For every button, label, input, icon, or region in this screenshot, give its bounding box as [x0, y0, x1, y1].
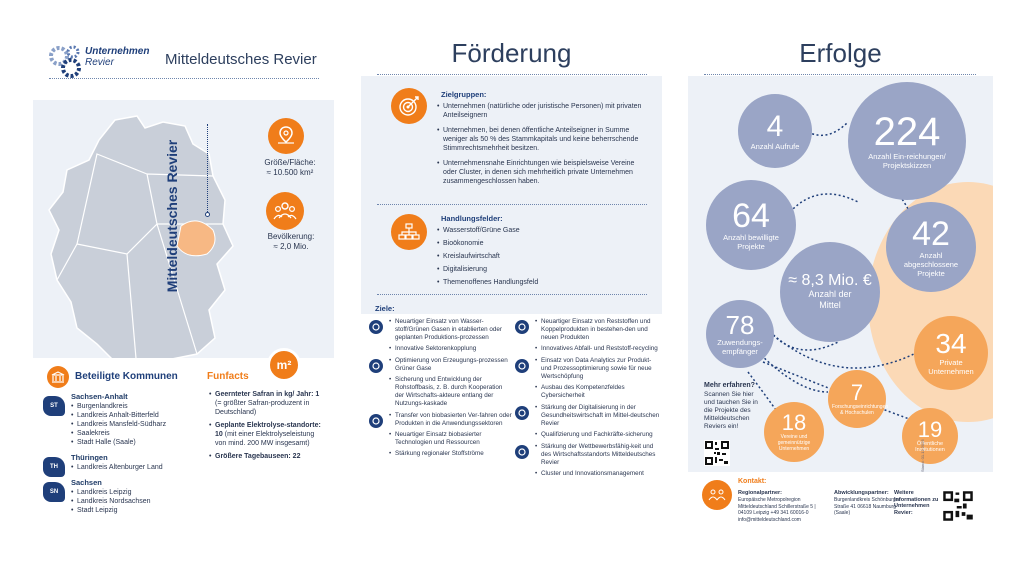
handlungsfelder-list: [437, 226, 647, 291]
list-item: • Bioökonomie: [437, 239, 647, 248]
ziele-group: [513, 318, 661, 353]
funfact-bold: Geplante Elektrolyse-standorte: 10: [215, 422, 321, 438]
bubble-label: Anzahl der Mittel: [808, 289, 852, 310]
logo-line2: Revier: [85, 57, 114, 68]
bubble-abgeschlossene: [886, 202, 976, 292]
qr-code-info[interactable]: [942, 490, 974, 522]
states-list: [43, 392, 203, 521]
state-kommunen-list: [71, 402, 203, 447]
divider: [377, 74, 647, 75]
ziele-group: [513, 404, 661, 439]
bubble-aufrufe: [738, 94, 812, 168]
ziele-title: Ziele:: [375, 304, 395, 313]
bubble-number: ≈ 8,3 Mio. €: [788, 272, 872, 289]
kommune-item: • Landkreis Nordsachsen: [71, 497, 203, 506]
ziel-item: • Innovatives Abfall- und Reststoff-recycling: [535, 345, 661, 353]
funfacts-list: [209, 390, 327, 465]
list-item: • Wasserstoff/Grüne Gase: [437, 226, 647, 235]
regional-text: Europäische Metropolregion Mitteldeutschland Schillerstraße 5 | 04109 Leipzig +49 341 60016-0 info@mitteldeutschland.com: [738, 497, 816, 523]
funfact-item: • Größere Tagebauseen: 22: [209, 453, 301, 460]
map-pointer: [207, 124, 208, 214]
ziel-item: • Cluster und Innovationsmanagement: [535, 470, 661, 478]
pop-value: ≈ 2,0 Mio.: [273, 242, 309, 251]
health-monitor-icon: [514, 405, 530, 421]
stand-label: Stand: 01.12.2025: [920, 439, 925, 472]
ziel-item: • Stärkung der Wettbewerbsfähig-keit und des Wirtschaftsstandorts Mitteldeutsches Revier: [535, 443, 661, 467]
state-kommunen-list: [71, 463, 203, 472]
map-pointer-dot: [205, 212, 210, 217]
bubble-label: Zuwendungs-empfänger: [717, 338, 763, 356]
state-name: Sachsen-Anhalt: [71, 392, 128, 401]
ziele-group: [513, 443, 661, 478]
bubble-number: 4: [766, 109, 784, 143]
bubble-label: Anzahl abgeschlossene Projekte: [903, 250, 959, 278]
funfact-item: • Geplante Elektrolyse-standorte: 10 (mit einer Elektrolyseleistung von mind. 200 MW insgesamt): [209, 422, 321, 447]
hydrogen-fuel-icon: [368, 319, 384, 335]
ziel-item: • Qualifizierung und Fachkräfte-sicherung: [535, 431, 661, 439]
funfact-item: • Geernteter Safran in kg/ Jahr: 1 (= größter Safran-produzent in Deutschland): [209, 391, 320, 416]
ziel-item: • Ausbau des Kompetenzfeldes Cybersicherheit: [535, 384, 661, 400]
bubble-private-unternehmen: [914, 316, 988, 390]
bubble-number: 34: [935, 328, 967, 359]
kommune-item: • Landkreis Altenburger Land: [71, 463, 203, 472]
state-badge-icon: ST: [43, 396, 65, 416]
divider: [49, 78, 319, 79]
bubble-zuwendungsempfaenger: [706, 300, 774, 368]
bio-leaf-icon: [368, 413, 384, 429]
revier-map-label: Mitteldeutsches Revier: [164, 139, 180, 293]
bubble-number: 19: [917, 417, 943, 442]
kommune-item: • Burgenlandkreis: [71, 402, 203, 411]
bubble-number: 42: [912, 214, 950, 253]
people-network-icon: [702, 480, 732, 510]
kommune-item: • Landkreis Mansfeld-Südharz: [71, 420, 203, 429]
weitere-title: Weitere Informationen zu Unternehmen Revier:: [894, 490, 939, 516]
state-kommunen-list: [71, 488, 203, 515]
state-block: [43, 392, 203, 447]
kommune-item: • Stadt Halle (Saale): [71, 438, 203, 447]
list-item: • Unternehmen (natürliche oder juristische Personen) mit privaten Anteilseignern: [437, 102, 647, 120]
ziele-right-list: [513, 318, 661, 482]
logo-text: [85, 46, 149, 68]
foerderung-title: Förderung: [451, 38, 572, 68]
bubble-label: Öffentliche Institutionen: [915, 441, 945, 453]
chart-growth-icon: [514, 444, 530, 460]
bubble-number: 224: [873, 110, 941, 154]
ziel-item: • Innovative Sektorenkopplung: [389, 345, 512, 353]
ziel-item: • Stärkung der Digitalisierung in der Gesundheitswirtschaft im Mittel-deutschen Revier: [535, 404, 661, 428]
divider: [377, 294, 647, 295]
panel1-title: Mitteldeutsches Revier: [165, 51, 317, 68]
funfact-bold: Größere Tagebauseen: 22: [215, 453, 301, 460]
bubble-bewilligte: [706, 180, 796, 270]
list-item: • Unternehmensnahe Einrichtungen wie beispielsweise Vereine oder Cluster, in denen sich mehrheitlich private Unternehmen zusammengeschlossen haben.: [437, 159, 647, 186]
ziel-item: • Transfer von biobasierten Ver-fahren oder Produkten in die Anwendungssektoren: [389, 412, 512, 428]
location-area-icon: [268, 118, 304, 154]
bubble-label: Private Unternehmen: [928, 358, 974, 376]
bubble-label: Anzahl bewilligte Projekte: [723, 233, 779, 251]
ziel-item: • Neuartiger Einsatz biobasierter Technologien und Ressourcen: [389, 431, 512, 447]
handlungsfelder-title: Handlungsfelder:: [441, 214, 503, 223]
area-label: Größe/Fläche:: [264, 158, 316, 167]
bubble-vereine: [764, 402, 824, 462]
bubble-number: 7: [850, 380, 864, 405]
area-value: ≈ 10.500 km²: [266, 168, 314, 177]
ziel-item: • Sicherung und Entwicklung der Rohstoffbasis, z. B. durch Kooperation der Wirtschafts-akteure entlang der Nutzungs-kaskade: [389, 376, 512, 408]
population-icon: [266, 192, 304, 230]
ziele-left-list: [367, 318, 512, 462]
kommune-item: • Saalekreis: [71, 429, 203, 438]
target-icon: [391, 88, 427, 124]
water-drop-icon: [368, 358, 384, 374]
town-hall-icon: [47, 366, 69, 388]
kommunen-title: Beteiligte Kommunen: [75, 371, 178, 382]
state-block: [43, 453, 203, 472]
ziele-group: [367, 318, 512, 353]
gears-icon: [47, 42, 85, 78]
saffron-m2-icon: m²: [267, 348, 301, 382]
bubble-label: Vereine und gemeinnützige Unternehmen: [777, 434, 811, 452]
bubble-number: 78: [725, 310, 755, 340]
bubble-number: 18: [781, 410, 807, 435]
pop-label: Bevölkerung:: [267, 232, 315, 241]
data-gear-icon: [514, 358, 530, 374]
list-item: • Kreislaufwirtschaft: [437, 252, 647, 261]
abwicklung-title: Abwicklungspartner:: [834, 490, 889, 496]
state-block: [43, 478, 203, 515]
kontakt-title: Kontakt:: [738, 478, 767, 485]
bubble-number: 64: [732, 197, 770, 235]
kommune-item: • Landkreis Anhalt-Bitterfeld: [71, 411, 203, 420]
ziel-item: • Einsatz von Data Analytics zur Produkt- und Prozessoptimierung sowie für neue Wertschöpfung: [535, 357, 661, 381]
more-text: Scannen Sie hier und tauchen Sie in die Projekte des Mitteldeutschen Reviers ein!: [704, 391, 758, 430]
ziel-item: • Neuartiger Einsatz von Wasser-stoff/Grünen Gasen in etablierten oder geplanten Produktions-prozessen: [389, 318, 512, 342]
abwicklung-text: Burgenlandkreis Schönburger Straße 41 06618 Naumburg (Saale): [834, 497, 901, 516]
ziel-item: • Stärkung regionaler Stoffströme: [389, 450, 512, 458]
recycling-icon: [514, 319, 530, 335]
list-item: • Themenoffenes Handlungsfeld: [437, 278, 647, 287]
germany-map: [37, 114, 257, 376]
zielgruppen-list: [437, 102, 647, 192]
state-badge-icon: TH: [43, 457, 65, 477]
state-badge-icon: SN: [43, 482, 65, 502]
zielgruppen-title: Zielgruppen:: [441, 90, 487, 99]
funfact-rest: (mit einer Elektrolyseleistung von mind. 200 MW insgesamt): [215, 431, 315, 447]
ziele-group: [367, 412, 512, 458]
list-item: • Digitalisierung: [437, 265, 647, 274]
kommune-item: • Landkreis Leipzig: [71, 488, 203, 497]
panel-foerderung: [361, 32, 662, 542]
state-name: Thüringen: [71, 453, 108, 462]
bubble-label: Anzahl Ein-reichungen/ Projektskizzen: [868, 152, 946, 170]
state-name: Sachsen: [71, 478, 102, 487]
ziel-item: • Optimierung von Erzeugungs-prozessen Grüner Gase: [389, 357, 512, 373]
funfacts-title: Funfacts: [207, 371, 249, 382]
bubble-label: Anzahl Aufrufe: [750, 141, 800, 151]
network-icon: [391, 214, 427, 250]
funfact-rest: (= größter Safran-produzent in Deutschland): [215, 400, 310, 416]
funfact-bold: Geernteter Safran in kg/ Jahr: 1: [215, 391, 320, 398]
bubble-forschung: [828, 370, 889, 428]
more-title: Mehr erfahren?: [704, 382, 755, 389]
logo-line1: Unternehmen: [85, 46, 150, 57]
bubble-oeffentliche: [902, 408, 958, 464]
qr-code-projects[interactable]: [704, 440, 730, 466]
bubble-label: Forschungseinrichtungen & Hochschulen: [832, 404, 889, 416]
erfolge-title: Erfolge: [799, 38, 882, 68]
kommune-item: • Stadt Leipzig: [71, 506, 203, 515]
regional-title: Regionalpartner:: [738, 490, 783, 496]
bubble-einreichungen: [848, 82, 966, 200]
ziele-group: [367, 357, 512, 408]
panel-revier: [33, 32, 334, 542]
panel-erfolge: [688, 32, 993, 542]
divider: [377, 204, 647, 205]
ziele-group: [513, 357, 661, 400]
list-item: • Unternehmen, bei denen öffentliche Anteilseigner in Summe weniger als 50 % des Stammkapitals und keine beherrschende Stimmrechtsmehrheit besitzen.: [437, 126, 647, 153]
ziel-item: • Neuartiger Einsatz von Reststoffen und Koppelprodukten in bestehen-den und neuen Produkten: [535, 318, 661, 342]
bubble-mittel: [780, 242, 880, 342]
